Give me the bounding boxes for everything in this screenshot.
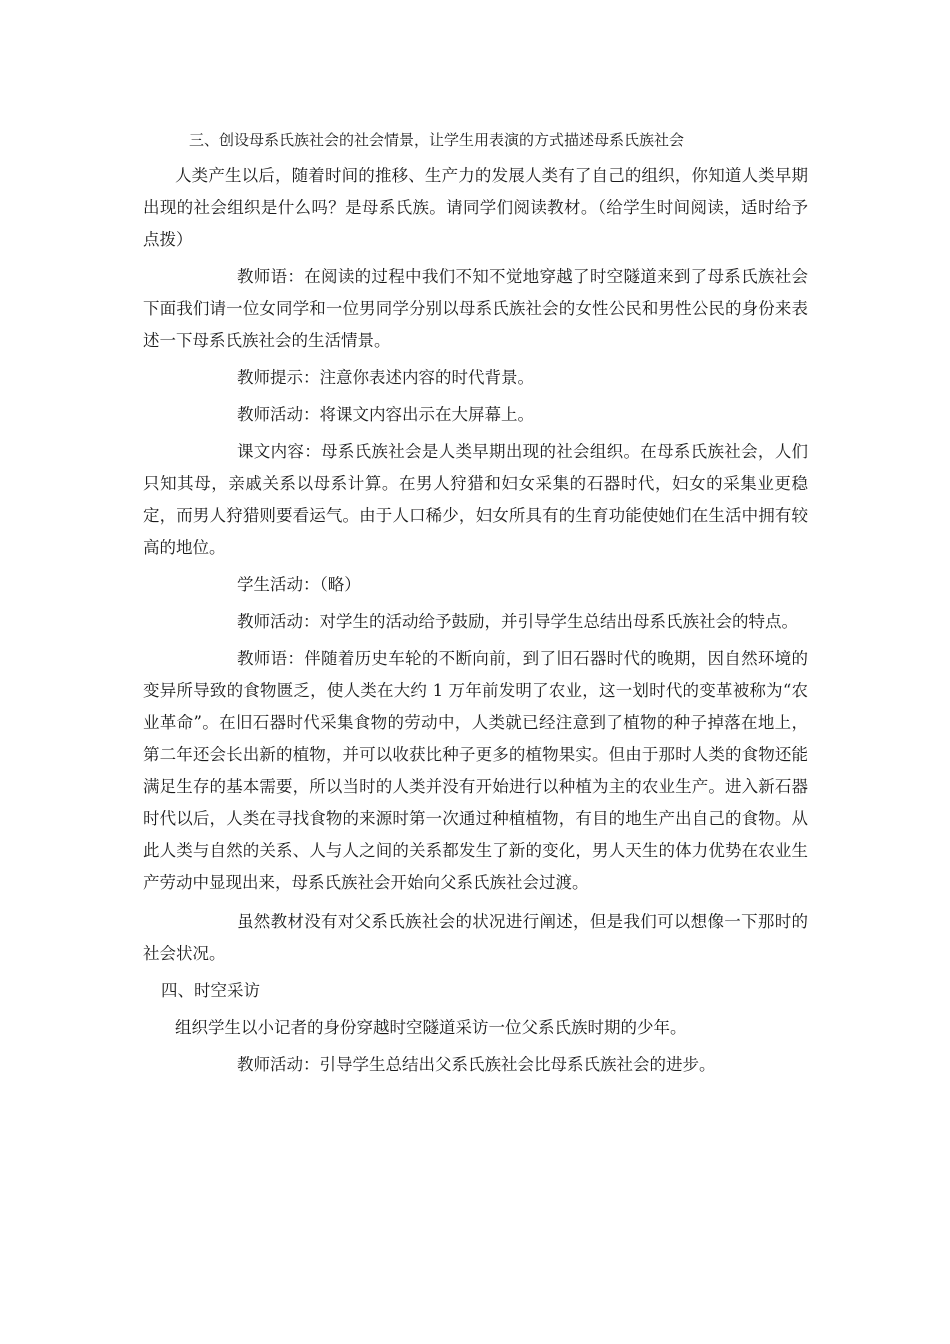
interview-paragraph: 组织学生以小记者的身份穿越时空隧道采访一位父系氏族时期的少年。 [175, 1018, 687, 1037]
teacher-activity-paragraph-2: 教师活动：对学生的活动给予鼓励，并引导学生总结出母系氏族社会的特点。 [237, 612, 798, 631]
intro-paragraph: 人类产生以后，随着时间的推移、生产力的发展人类有了自己的组织，你知道人类早期出现的社会组织是什么吗？是母系氏族。请同学们阅读教材。（给学生时间阅读，适时给予点拨） [143, 166, 808, 249]
section-4-heading: 四、时空采访 [161, 981, 260, 1000]
section-3-heading: 三、创设母系氏族社会的社会情景，让学生用表演的方式描述母系氏族社会 [189, 131, 685, 149]
teacher-speech-paragraph-1: 教师语：在阅读的过程中我们不知不觉地穿越了时空隧道来到了母系氏族社会下面我们请一位女同学和一位男同学分别以母系氏族社会的女性公民和男性公民的身份来表述一下母系氏族社会的生活情景。 [143, 267, 808, 350]
student-activity-paragraph: 学生活动：（略） [237, 575, 361, 594]
teacher-hint-paragraph: 教师提示：注意你表述内容的时代背景。 [237, 368, 534, 387]
teacher-activity-paragraph-3: 教师活动：引导学生总结出父系氏族社会比母系氏族社会的进步。 [237, 1055, 716, 1074]
teacher-speech-paragraph-2: 教师语：伴随着历史车轮的不断向前，到了旧石器时代的晚期，因自然环境的变异所导致的食物匮乏，使人类在大约 1 万年前发明了农业，这一划时代的变革被称为“农业革命”。在旧石器时代采集食物的劳动中，人类就已经注意到了植物的种子掉落在地上，第二年还会长出新的植物，并可以收获比种子更多的植物果实。但由于那时人类的食物还能满足生存的基本需要，所以当时的人类并没有开始进行以种植为主的农业生产。进入新石器时代以后，人类在寻找食物的来源时第一次通过种植植物，有目的地生产出自己的食物。从此人类与自然的关系、人与人之间的关系都发生了新的变化，男人天生的体力优势在农业生产劳动中显现出来，母系氏族社会开始向父系氏族社会过渡。 [143, 649, 808, 892]
teacher-activity-paragraph-1: 教师活动：将课文内容出示在大屏幕上。 [237, 405, 534, 424]
although-paragraph: 虽然教材没有对父系氏族社会的状况进行阐述，但是我们可以想像一下那时的社会状况。 [143, 912, 808, 963]
document-body [143, 124, 808, 1081]
text-content-paragraph: 课文内容：母系氏族社会是人类早期出现的社会组织。在母系氏族社会，人们只知其母，亲戚关系以母系计算。在男人狩猎和妇女采集的石器时代，妇女的采集业更稳定，而男人狩猎则要看运气。由于人口稀少，妇女所具有的生育功能使她们在生活中拥有较高的地位。 [143, 442, 808, 557]
